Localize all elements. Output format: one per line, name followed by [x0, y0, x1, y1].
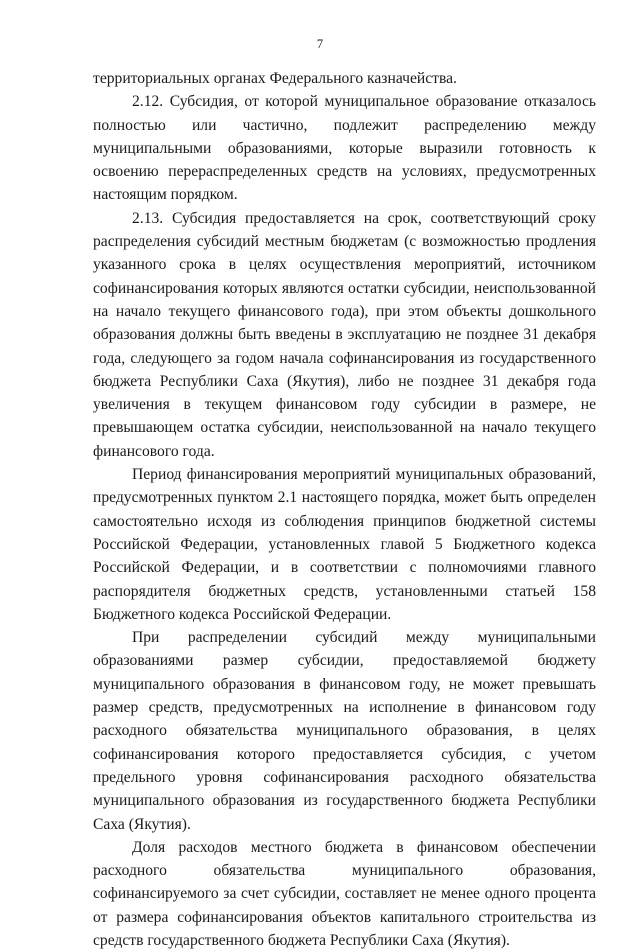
paragraph-2-13: 2.13. Субсидия предоставляется на срок, соответствующий сроку распределения субсидий местным бюджетам (с возможностью продления указанного срока в целях осуществления мероприятий, источником софинансирования которых являются остатки субсидии, неиспользованной на начало текущего финансового года), при этом объекты дошкольного образования должны быть введены в эксплуатацию не позднее 31 декабря года, следующего за годом начала софинансирования из государственного бюджета Республики Саха (Якутия), либо не позднее 31 декабря года увеличения в текущем финансовом году субсидии в размере, не превышающем остатка субсидии, неиспользованной на начало текущего финансового года. — [93, 209, 596, 460]
paragraph-local-budget-share: Доля расходов местного бюджета в финансовом обеспечении расходного обязательства муниципального образования, софинансируемого за счет субсидии, составляет не менее одного процента от размера софинансирования объектов капитального строительства из средств государственного бюджета Республики Саха (Якутия). — [93, 838, 596, 949]
paragraph-subsidy-distribution: При распределении субсидий между муниципальными образованиями размер субсидии, предоставляемой бюджету муниципального образования в финансовом году, не может превышать размер средств, предусмотренных на исполнение в финансовом году расходного обязательства муниципального образования, в целях софинансирования которого предоставляется субсидия, с учетом предельного уровня софинансирования расходного обязательства муниципального образования из государственного бюджета Республики Саха (Якутия). — [93, 629, 596, 833]
paragraph-2-12: 2.12. Субсидия, от которой муниципальное образование отказалось полностью или частично, подлежит распределению между муниципальными образованиями, которые выразили готовность к освоению перераспределенных средств на условиях, предусмотренных настоящим порядком. — [93, 93, 596, 204]
document-body — [93, 67, 596, 952]
paragraph-financing-period: Период финансирования мероприятий муниципальных образований, предусмотренных пунктом 2.1 настоящего порядка, может быть определен самостоятельно исходя из соблюдения принципов бюджетной системы Российской Федерации, установленных главой 5 Бюджетного кодекса Российской Федерации, и в соответствии с полномочиями главного распорядителя бюджетных средств, установленными статьей 158 Бюджетного кодекса Российской Федерации. — [93, 466, 596, 623]
paragraph-continuation: территориальных органах Федерального казначейства. — [93, 70, 457, 87]
page-number: 7 — [316, 37, 324, 51]
